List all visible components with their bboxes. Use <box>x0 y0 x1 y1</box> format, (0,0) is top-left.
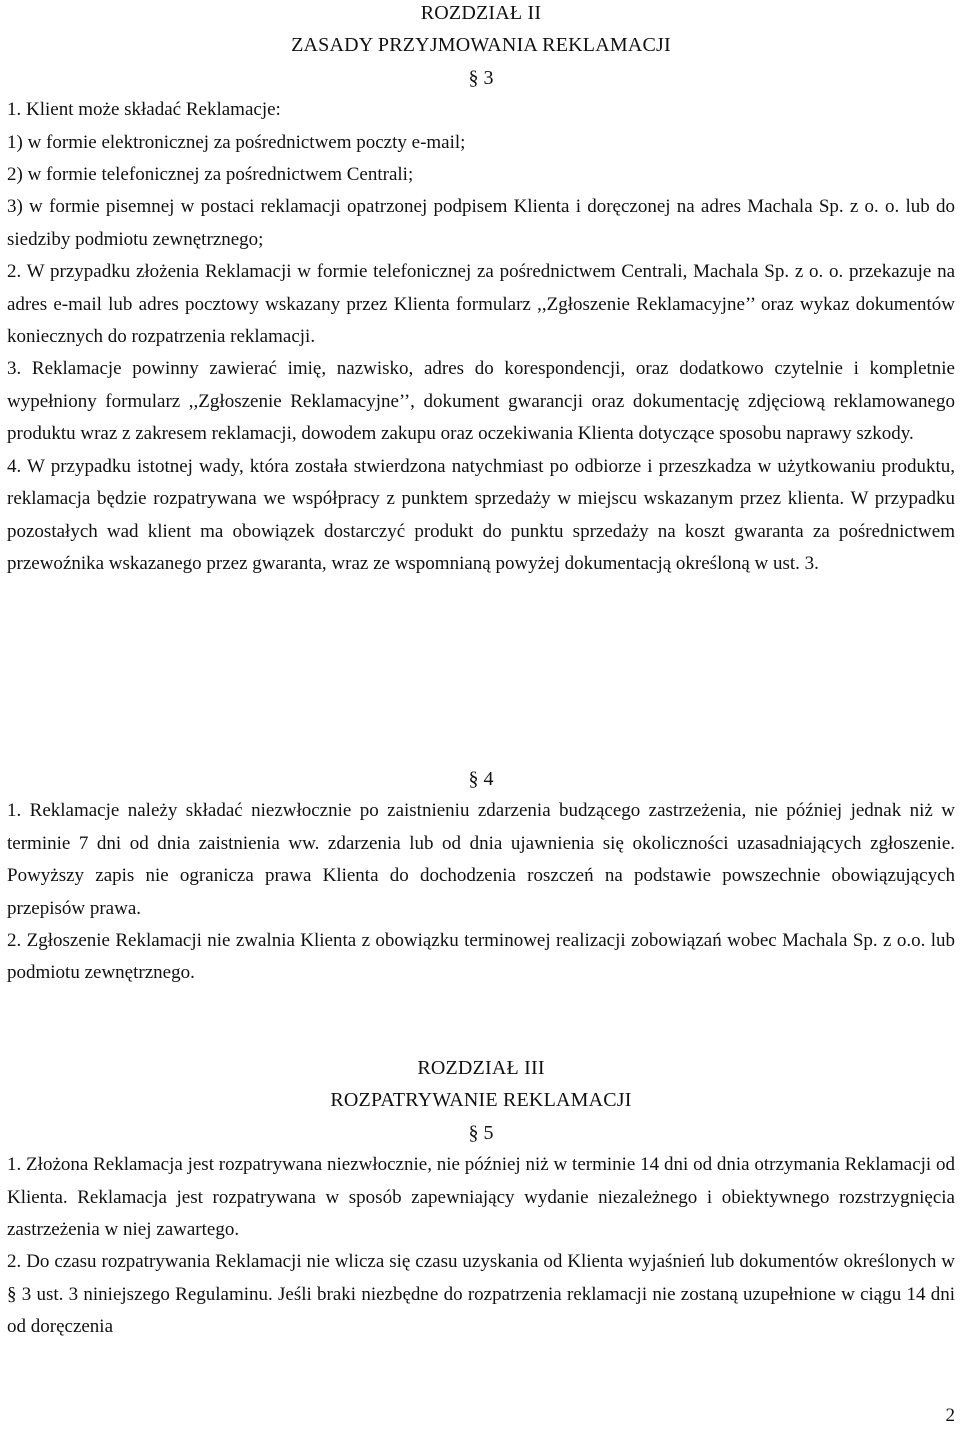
chapter-2-title: ROZDZIAŁ II <box>420 2 542 24</box>
section-3-paragraph-1: 1. Klient może składać Reklamacje: <box>7 99 281 121</box>
section-4-paragraph-2: 2. Zgłoszenie Reklamacji nie zwalnia Klienta z obowiązku terminowej realizacji zobowiązań wobec Machala Sp. z o.o. lub podmiotu zewnętrznego. <box>7 930 955 984</box>
chapter-3 <box>7 1052 955 1344</box>
section-4 <box>7 763 955 990</box>
chapter-3-subtitle: ROZPATRYWANIE REKLAMACJI <box>330 1089 632 1112</box>
chapter-3-title: ROZDZIAŁ III <box>417 1057 545 1079</box>
section-5-heading: § 5 <box>468 1121 494 1144</box>
page-number: 2 <box>945 1405 955 1426</box>
section-5-paragraph-1: 1. Złożona Reklamacja jest rozpatrywana niezwłocznie, nie później niż w terminie 14 dni od dnia otrzymania Reklamacji od Klienta. Reklamacja jest rozpatrywana w sposób zapewniający wydanie niezależnego i obiektywnego rozstrzygnięcia zastrzeżenia w niej zawartego. <box>7 1154 955 1241</box>
section-4-paragraph-1: 1. Reklamacje należy składać niezwłocznie po zaistnieniu zdarzenia budzącego zastrzeżenia, nie później jednak niż w terminie 7 dni od dnia zaistnienia ww. zdarzenia lub od dnia ujawnienia się okoliczności uzasadniających zgłoszenie. Powyższy zapis nie ogranicza prawa Klienta do dochodzenia roszczeń na podstawie powszechnie obowiązujących przepisów prawa. <box>7 800 955 919</box>
section-4-heading: § 4 <box>468 768 494 790</box>
section-5-paragraph-2: 2. Do czasu rozpatrywania Reklamacji nie wlicza się czasu uzyskania od Klienta wyjaśnień lub dokumentów określonych w § 3 ust. 3 niniejszego Regulaminu. Jeśli braki niezbędne do rozpatrzenia reklamacji nie zostaną uzupełnione w ciągu 14 dni od doręczenia <box>7 1251 955 1338</box>
section-3-item-2: 2) w formie telefonicznej za pośrednictwem Centrali; <box>7 164 414 186</box>
chapter-2-subtitle: ZASADY PRZYJMOWANIA REKLAMACJI <box>291 34 671 57</box>
section-3-item-3: 3) w formie pisemnej w postaci reklamacji opatrzonej podpisem Klienta i doręczonej na adres Machala Sp. z o. o. lub do siedziby podmiotu zewnętrznego; <box>7 196 955 250</box>
chapter-2 <box>7 0 955 580</box>
section-3-paragraph-2: 2. W przypadku złożenia Reklamacji w formie telefonicznej za pośrednictwem Centrali, Machala Sp. z o. o. przekazuje na adres e-mail lub adres pocztowy wskazany przez Klienta formularz ,,Zgłoszenie Reklamacyjne’’ oraz wykaz dokumentów koniecznych do rozpatrzenia reklamacji. <box>7 261 955 348</box>
section-3-heading: § 3 <box>468 66 494 89</box>
section-3-paragraph-3: 3. Reklamacje powinny zawierać imię, nazwisko, adres do korespondencji, oraz dodatkowo czytelnie i kompletnie wypełniony formularz ,,Zgłoszenie Reklamacyjne’’, dokument gwarancji oraz dokumentację zdjęciową reklamowanego produktu wraz z zakresem reklamacji, dowodem zakupu oraz oczekiwania Klienta dotyczące sposobu naprawy szkody. <box>7 358 955 445</box>
section-3-paragraph-4: 4. W przypadku istotnej wady, która została stwierdzona natychmiast po odbiorze i przeszkadza w użytkowaniu produktu, reklamacja będzie rozpatrywana we współpracy z punktem sprzedaży w miejscu wskazanym przez klienta. W przypadku pozostałych wad klient ma obowiązek dostarczyć produkt do punktu sprzedaży na koszt gwaranta za pośrednictwem przewoźnika wskazanego przez gwaranta, wraz ze wspomnianą powyżej dokumentacją określoną w ust. 3. <box>7 455 955 574</box>
section-3-item-1: 1) w formie elektronicznej za pośrednictwem poczty e-mail; <box>7 131 466 153</box>
